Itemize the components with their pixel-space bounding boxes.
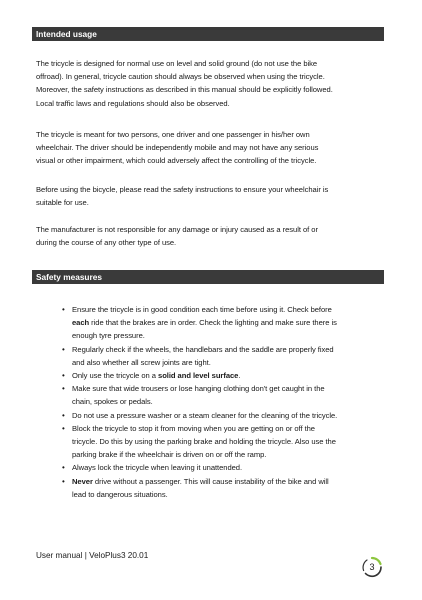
text-line: Block the tricycle to stop it from moving when you are getting on or off the [72,423,315,433]
text-fragment: drive without a passenger. This will cause instability of the bike and will [94,476,329,486]
emphasis-text: Never [72,476,93,486]
bullet-icon: • [62,423,65,433]
text-line: chain, spokes or pedals. [72,397,153,407]
text-line [72,475,384,488]
page-badge [361,556,383,578]
text-line: Ensure the tricycle is in good condition each time before using it. Check before [72,305,332,314]
text-line: Regularly check if the wheels, the handlebars and the saddle are properly fixed [72,344,334,354]
emphasis-text: solid and level surface [158,371,239,381]
section-title: Safety measures [36,272,102,282]
text-line: Always lock the tricycle when leaving it unattended. [72,463,243,473]
paragraph-normal-use [36,57,384,110]
text-line: parking brake if the wheelchair is driven on or off the ramp. [72,450,267,460]
text-line: The tricycle is meant for two persons, one driver and one passenger in his/her own [36,130,310,139]
paragraph-read-safety [36,183,384,209]
list-item [36,303,384,343]
bullet-icon: • [62,305,65,314]
list-item [36,475,384,501]
text-line: The manufacturer is not responsible for any damage or injury caused as a result of or [36,225,318,234]
text-line: during the course of any other type of use. [36,238,177,248]
text-fragment: ride that the brakes are in order. Check the lighting and make sure there is [91,318,337,328]
text-line: Local traffic laws and regulations should also be observed. [36,98,230,108]
safety-measures-list [36,303,384,501]
page-number: 3 [369,562,375,572]
text-line: wheelchair. The driver should be independently mobile and may not have any serious [36,143,319,153]
text-line: Make sure that wide trousers or lose hanging clothing don't get caught in the [72,384,325,394]
text-line: tricycle. Do this by using the parking brake and holding the tricycle. Also use the [72,437,336,447]
bullet-icon: • [62,344,65,354]
text-fragment: Only use the tricycle on a [72,371,156,381]
bullet-icon: • [62,463,65,473]
text-line: and also whether all screw joints are tight. [72,357,211,367]
list-item [36,369,384,382]
list-item [36,461,384,474]
text-line: The tricycle is designed for normal use on level and solid ground (do not use the bike [36,59,318,68]
text-line: offroad). In general, tricycle caution should always be observed when using the tricycle. [36,72,325,82]
paragraph-two-persons [36,128,384,168]
bullet-icon: • [62,384,65,394]
text-line: lead to dangerous situations. [72,489,168,499]
footer-manual-label: User manual | VeloPlus3 20.01 [36,551,149,560]
section-title: Intended usage [36,29,97,39]
section-header-intended-usage [32,27,384,41]
section-header-safety-measures [32,270,384,284]
text-line: Before using the bicycle, please read the safety instructions to ensure your wheelchair is [36,185,329,194]
text-fragment: . [238,371,241,381]
bullet-icon: • [62,476,65,486]
list-item [36,409,384,422]
bullet-icon: • [62,371,65,381]
list-item [36,422,384,462]
paragraph-manufacturer-liability [36,223,384,249]
text-line [72,369,384,382]
list-item [36,382,384,408]
text-line: visual or other impairment, which could adversely affect the controlling of the tricycle. [36,156,317,166]
text-line: Do not use a pressure washer or a steam cleaner for the cleaning of the tricycle. [72,410,338,420]
text-line: suitable for use. [36,198,89,208]
text-line: Moreover, the safety instructions as described in this manual should be explicitly followed. [36,85,333,95]
emphasis-text: each [72,318,90,328]
text-line: enough tyre pressure. [72,331,145,341]
list-item [36,343,384,369]
text-line [72,316,384,329]
bullet-icon: • [62,410,65,420]
